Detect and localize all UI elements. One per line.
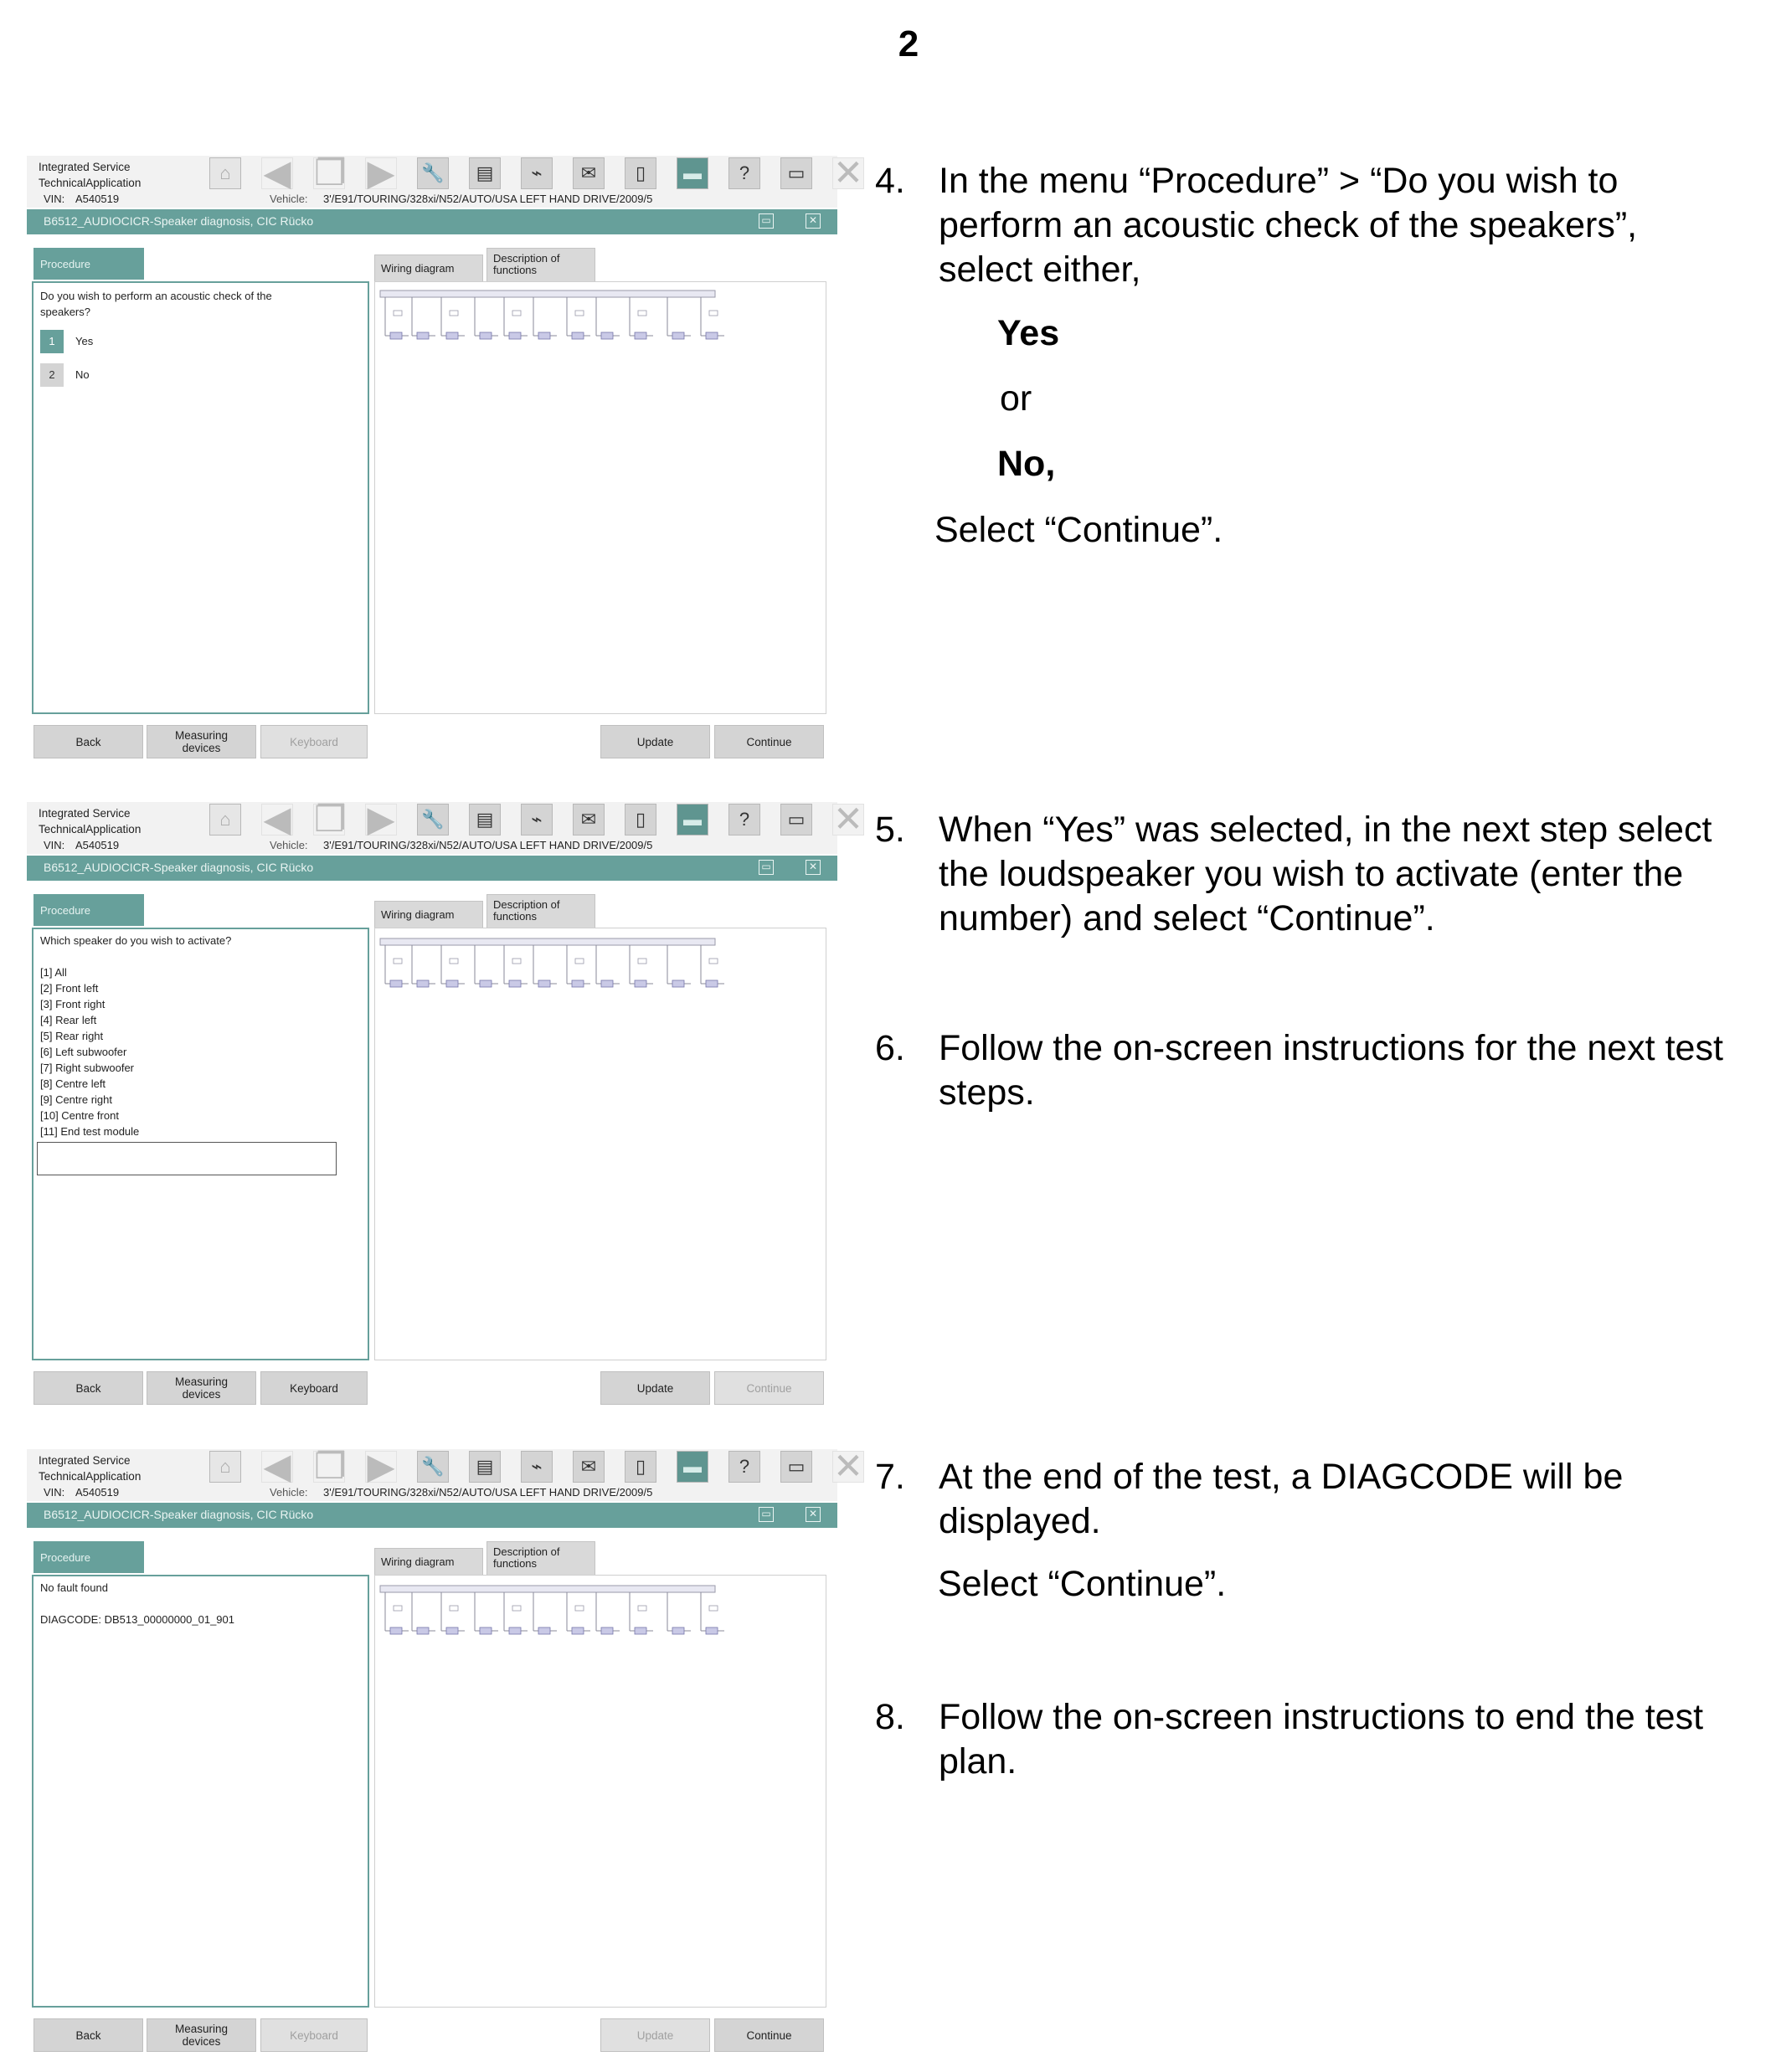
step-line: Follow the on-screen instructions for the next test xyxy=(939,1028,1723,1068)
window-title: B6512_AUDIOCICR-Speaker diagnosis, CIC Rücko xyxy=(44,1508,314,1521)
tab-wiring-diagram[interactable]: Wiring diagram xyxy=(374,901,483,928)
step-line: Follow the on-screen instructions to end the test xyxy=(939,1697,1704,1737)
forward-arrow-icon[interactable]: ▶ xyxy=(365,804,397,835)
vehicle-label: Vehicle: xyxy=(270,839,308,851)
diagram-speaker xyxy=(635,332,646,339)
diagram-speaker xyxy=(509,1627,521,1634)
home-icon[interactable]: ⌂ xyxy=(209,1451,241,1483)
minimize-icon[interactable]: ▭ xyxy=(759,213,774,229)
home-icon[interactable]: ⌂ xyxy=(209,804,241,835)
speaker-number-input[interactable] xyxy=(37,1142,337,1175)
measuring-line2: devices xyxy=(182,742,221,754)
window-icon[interactable]: ▭ xyxy=(780,804,812,835)
diagram-speaker xyxy=(509,980,521,987)
vin-label: VIN: xyxy=(44,1486,65,1499)
diagram-connector xyxy=(394,1606,402,1611)
select-continue-text: Select “Continue”. xyxy=(938,1564,1227,1604)
tab-procedure[interactable]: Procedure xyxy=(33,894,144,926)
help-icon[interactable]: ? xyxy=(728,804,760,835)
measuring-line1: Measuring xyxy=(174,729,229,742)
wiring-diagram-thumbnail xyxy=(378,285,780,352)
wiring-diagram-thumbnail xyxy=(378,933,780,1009)
wiring-diagram-panel xyxy=(374,281,826,714)
tab-desc-line1: Description of xyxy=(493,898,560,911)
window-title: B6512_AUDIOCICR-Speaker diagnosis, CIC Rücko xyxy=(44,214,314,228)
step-line: displayed. xyxy=(939,1501,1101,1541)
app-title xyxy=(39,159,223,191)
wiring-diagram-panel xyxy=(374,928,826,1360)
diagram-speaker xyxy=(390,980,402,987)
back-arrow-icon[interactable]: ◀ xyxy=(261,804,293,835)
diagram-connector xyxy=(394,959,402,964)
close-window-icon[interactable]: ✕ xyxy=(806,860,821,875)
forward-arrow-icon[interactable]: ▶ xyxy=(365,1451,397,1483)
window-titlebar xyxy=(27,856,837,881)
diagram-connector xyxy=(450,311,458,316)
vehicle-value: 3'/E91/TOURING/328xi/N52/AUTO/USA LEFT HAND DRIVE/2009/5 xyxy=(323,193,653,205)
tab-procedure[interactable]: Procedure xyxy=(33,1541,144,1573)
diagram-connector xyxy=(709,1606,718,1611)
diagram-connector xyxy=(575,311,584,316)
forward-arrow-icon[interactable]: ▶ xyxy=(365,157,397,189)
vin-label: VIN: xyxy=(44,839,65,851)
option-yes-number[interactable]: 1 xyxy=(40,330,64,353)
keyboard-button[interactable]: Keyboard xyxy=(260,1371,368,1405)
page-number: 2 xyxy=(898,23,919,64)
home-icon[interactable]: ⌂ xyxy=(209,157,241,189)
battery-icon[interactable]: ▯ xyxy=(625,1451,656,1483)
diagram-speaker xyxy=(706,332,718,339)
monitor-icon[interactable]: ▬ xyxy=(677,157,708,189)
screenshot-diagcode-result xyxy=(27,1447,864,2064)
tab-desc-line1: Description of xyxy=(493,1545,560,1558)
speaker-option: [11] End test module xyxy=(40,1125,140,1138)
wrench-icon[interactable]: 🔧 xyxy=(417,1451,449,1483)
measuring-devices-button[interactable] xyxy=(147,725,256,758)
speaker-option: [10] Centre front xyxy=(40,1109,119,1122)
copy-icon[interactable]: ❐ xyxy=(314,153,347,193)
step-line: When “Yes” was selected, in the next step select xyxy=(939,810,1712,850)
speaker-option: [2] Front left xyxy=(40,982,99,995)
step-number: 5. xyxy=(875,810,905,850)
select-continue-text: Select “Continue”. xyxy=(934,510,1223,550)
diagram-speaker xyxy=(446,980,458,987)
tab-desc-line2: functions xyxy=(493,910,538,923)
diagram-speaker xyxy=(635,1627,646,1634)
window-titlebar xyxy=(27,209,837,234)
connector-icon[interactable]: ⌁ xyxy=(521,157,553,189)
measuring-devices-button[interactable] xyxy=(147,2018,256,2052)
copy-icon[interactable]: ❐ xyxy=(314,1447,347,1487)
window-title: B6512_AUDIOCICR-Speaker diagnosis, CIC Rücko xyxy=(44,861,314,874)
diagcode-text: DIAGCODE: DB513_00000000_01_901 xyxy=(40,1613,234,1626)
option-no-text: No, xyxy=(997,444,1056,484)
app-title-line1: Integrated Service xyxy=(39,1454,131,1467)
diagram-speaker xyxy=(672,980,684,987)
vehicle-info-row xyxy=(27,193,837,208)
speaker-option: [5] Rear right xyxy=(40,1030,104,1042)
app-title xyxy=(39,805,223,837)
back-button[interactable]: Back xyxy=(33,2018,143,2052)
diagram-speaker xyxy=(390,1627,402,1634)
close-icon[interactable]: ✕ xyxy=(833,1447,864,1487)
speaker-option: [1] All xyxy=(40,966,67,979)
window-icon[interactable]: ▭ xyxy=(780,1451,812,1483)
app-header xyxy=(27,1447,864,1501)
step-text xyxy=(939,808,1712,941)
diagram-connector xyxy=(575,1606,584,1611)
tab-wiring-diagram[interactable]: Wiring diagram xyxy=(374,255,483,281)
mail-icon[interactable]: ✉ xyxy=(573,1451,605,1483)
step-5 xyxy=(875,808,1771,950)
diagram-connector xyxy=(575,959,584,964)
close-icon[interactable]: ✕ xyxy=(833,153,864,193)
tab-description-of-functions[interactable] xyxy=(486,248,595,281)
diagram-speaker xyxy=(390,332,402,339)
diagram-bus xyxy=(380,1586,715,1592)
connector-icon[interactable]: ⌁ xyxy=(521,1451,553,1483)
module-icon[interactable]: ▤ xyxy=(469,1451,501,1483)
diagram-bus xyxy=(380,938,715,945)
update-button[interactable]: Update xyxy=(600,725,710,758)
procedure-panel xyxy=(32,928,369,1360)
step-line: steps. xyxy=(939,1072,1035,1113)
minimize-icon[interactable]: ▭ xyxy=(759,1507,774,1522)
diagram-speaker xyxy=(572,980,584,987)
vin-value: A540519 xyxy=(75,193,120,205)
tab-desc-line2: functions xyxy=(493,1557,538,1570)
diagram-speaker xyxy=(672,1627,684,1634)
diagram-connector xyxy=(709,311,718,316)
diagram-speaker xyxy=(572,332,584,339)
wiring-diagram-panel xyxy=(374,1575,826,2008)
diagram-connector xyxy=(394,311,402,316)
diagram-speaker xyxy=(480,1627,492,1634)
tab-procedure[interactable]: Procedure xyxy=(33,248,144,280)
mail-icon[interactable]: ✉ xyxy=(573,157,605,189)
measuring-line2: devices xyxy=(182,1388,221,1401)
tab-desc-line2: functions xyxy=(493,264,538,276)
app-header xyxy=(27,799,864,854)
vehicle-info-row xyxy=(27,1486,837,1501)
diagram-speaker xyxy=(706,980,718,987)
app-title xyxy=(39,1452,223,1484)
app-header xyxy=(27,153,864,208)
keyboard-button[interactable]: Keyboard xyxy=(260,725,368,758)
step-number: 8. xyxy=(875,1697,905,1737)
step-line: perform an acoustic check of the speakers”, xyxy=(939,205,1638,245)
app-title-line1: Integrated Service xyxy=(39,807,131,820)
step-line: plan. xyxy=(939,1741,1017,1782)
tab-description-of-functions[interactable] xyxy=(486,1541,595,1575)
close-icon[interactable]: ✕ xyxy=(833,799,864,840)
monitor-icon[interactable]: ▬ xyxy=(677,804,708,835)
diagram-speaker xyxy=(601,1627,613,1634)
option-yes-text: Yes xyxy=(997,313,1060,353)
diagram-speaker xyxy=(635,980,646,987)
diagram-speaker xyxy=(601,332,613,339)
speaker-option-list xyxy=(40,964,139,1139)
step-line: number) and select “Continue”. xyxy=(939,898,1435,938)
question-line1: Do you wish to perform an acoustic check of the xyxy=(40,290,272,302)
diagram-connector xyxy=(512,959,521,964)
diagram-bus xyxy=(380,290,715,297)
battery-icon[interactable]: ▯ xyxy=(625,804,656,835)
battery-icon[interactable]: ▯ xyxy=(625,157,656,189)
back-arrow-icon[interactable]: ◀ xyxy=(261,1451,293,1483)
step-line: At the end of the test, a DIAGCODE will be xyxy=(939,1457,1624,1497)
continue-button[interactable]: Continue xyxy=(714,2018,824,2052)
diagram-connector xyxy=(638,311,646,316)
diagram-speaker xyxy=(706,1627,718,1634)
vin-label: VIN: xyxy=(44,193,65,205)
option-or-text: or xyxy=(1000,378,1032,419)
wiring-diagram-thumbnail xyxy=(378,1581,780,1656)
measuring-line1: Measuring xyxy=(174,1375,229,1388)
option-no-number[interactable]: 2 xyxy=(40,363,64,387)
diagram-speaker xyxy=(572,1627,584,1634)
vehicle-info-row xyxy=(27,839,837,854)
diagram-connector xyxy=(512,1606,521,1611)
vin-value: A540519 xyxy=(75,839,120,851)
close-window-icon[interactable]: ✕ xyxy=(806,1507,821,1522)
question-text xyxy=(40,288,272,320)
diagram-speaker xyxy=(417,1627,429,1634)
option-no-label[interactable]: No xyxy=(75,368,90,381)
question-text: Which speaker do you wish to activate? xyxy=(40,934,232,947)
mail-icon[interactable]: ✉ xyxy=(573,804,605,835)
help-icon[interactable]: ? xyxy=(728,1451,760,1483)
app-title-line2: TechnicalApplication xyxy=(39,823,142,835)
vin-value: A540519 xyxy=(75,1486,120,1499)
step-number: 4. xyxy=(875,161,905,201)
measuring-line1: Measuring xyxy=(174,2023,229,2035)
diagram-speaker xyxy=(538,332,550,339)
diagram-speaker xyxy=(446,332,458,339)
diagram-connector xyxy=(638,1606,646,1611)
back-arrow-icon[interactable]: ◀ xyxy=(261,157,293,189)
back-button[interactable]: Back xyxy=(33,1371,143,1405)
app-title-line2: TechnicalApplication xyxy=(39,177,142,189)
vehicle-value: 3'/E91/TOURING/328xi/N52/AUTO/USA LEFT HAND DRIVE/2009/5 xyxy=(323,839,653,851)
window-titlebar xyxy=(27,1503,837,1528)
screenshot-procedure-acoustic-check xyxy=(27,153,864,771)
measuring-line2: devices xyxy=(182,2035,221,2048)
module-icon[interactable]: ▤ xyxy=(469,804,501,835)
diagram-connector xyxy=(450,959,458,964)
help-icon[interactable]: ? xyxy=(728,157,760,189)
diagram-speaker xyxy=(480,332,492,339)
back-button[interactable]: Back xyxy=(33,725,143,758)
wrench-icon[interactable]: 🔧 xyxy=(417,804,449,835)
diagram-speaker xyxy=(672,332,684,339)
vehicle-value: 3'/E91/TOURING/328xi/N52/AUTO/USA LEFT HAND DRIVE/2009/5 xyxy=(323,1486,653,1499)
diagram-connector xyxy=(512,311,521,316)
diagram-speaker xyxy=(509,332,521,339)
diagram-speaker xyxy=(601,980,613,987)
step-text xyxy=(939,1455,1623,1544)
speaker-option: [8] Centre left xyxy=(40,1077,106,1090)
step-line: the loudspeaker you wish to activate (enter the xyxy=(939,854,1684,894)
question-line2: speakers? xyxy=(40,306,90,318)
vehicle-label: Vehicle: xyxy=(270,193,308,205)
connector-icon[interactable]: ⌁ xyxy=(521,804,553,835)
step-text xyxy=(939,159,1637,292)
step-number: 7. xyxy=(875,1457,905,1497)
close-window-icon[interactable]: ✕ xyxy=(806,213,821,229)
diagram-speaker xyxy=(538,1627,550,1634)
tab-description-of-functions[interactable] xyxy=(486,894,595,928)
wrench-icon[interactable]: 🔧 xyxy=(417,157,449,189)
app-title-line2: TechnicalApplication xyxy=(39,1470,142,1483)
step-line: select either, xyxy=(939,249,1141,290)
step-text xyxy=(939,1026,1723,1115)
option-yes-label[interactable]: Yes xyxy=(75,335,94,347)
procedure-panel xyxy=(32,1575,369,2008)
copy-icon[interactable]: ❐ xyxy=(314,799,347,840)
screenshot-speaker-selection xyxy=(27,799,864,1417)
update-button[interactable]: Update xyxy=(600,2018,710,2052)
continue-button[interactable]: Continue xyxy=(714,1371,824,1405)
diagram-connector xyxy=(638,959,646,964)
diagram-speaker xyxy=(538,980,550,987)
app-title-line1: Integrated Service xyxy=(39,161,131,173)
speaker-option: [3] Front right xyxy=(40,998,106,1010)
step-8 xyxy=(875,1695,1771,1787)
keyboard-button[interactable]: Keyboard xyxy=(260,2018,368,2052)
diagram-speaker xyxy=(446,1627,458,1634)
step-4 xyxy=(875,159,1771,301)
step-text xyxy=(939,1695,1703,1784)
vehicle-label: Vehicle: xyxy=(270,1486,308,1499)
diagram-speaker xyxy=(417,980,429,987)
continue-button[interactable]: Continue xyxy=(714,725,824,758)
procedure-panel xyxy=(32,281,369,714)
window-icon[interactable]: ▭ xyxy=(780,157,812,189)
diagram-speaker xyxy=(480,980,492,987)
step-7 xyxy=(875,1455,1771,1547)
tab-wiring-diagram[interactable]: Wiring diagram xyxy=(374,1548,483,1575)
monitor-icon[interactable]: ▬ xyxy=(677,1451,708,1483)
step-number: 6. xyxy=(875,1028,905,1068)
speaker-option: [9] Centre right xyxy=(40,1093,112,1106)
result-text: No fault found xyxy=(40,1581,108,1594)
diagram-speaker xyxy=(417,332,429,339)
speaker-option: [7] Right subwoofer xyxy=(40,1062,135,1074)
diagram-connector xyxy=(450,1606,458,1611)
diagram-connector xyxy=(709,959,718,964)
update-button[interactable]: Update xyxy=(600,1371,710,1405)
module-icon[interactable]: ▤ xyxy=(469,157,501,189)
minimize-icon[interactable]: ▭ xyxy=(759,860,774,875)
tab-desc-line1: Description of xyxy=(493,252,560,265)
step-6 xyxy=(875,1026,1771,1118)
step-line: In the menu “Procedure” > “Do you wish to xyxy=(939,161,1619,201)
speaker-option: [6] Left subwoofer xyxy=(40,1046,127,1058)
measuring-devices-button[interactable] xyxy=(147,1371,256,1405)
speaker-option: [4] Rear left xyxy=(40,1014,97,1026)
